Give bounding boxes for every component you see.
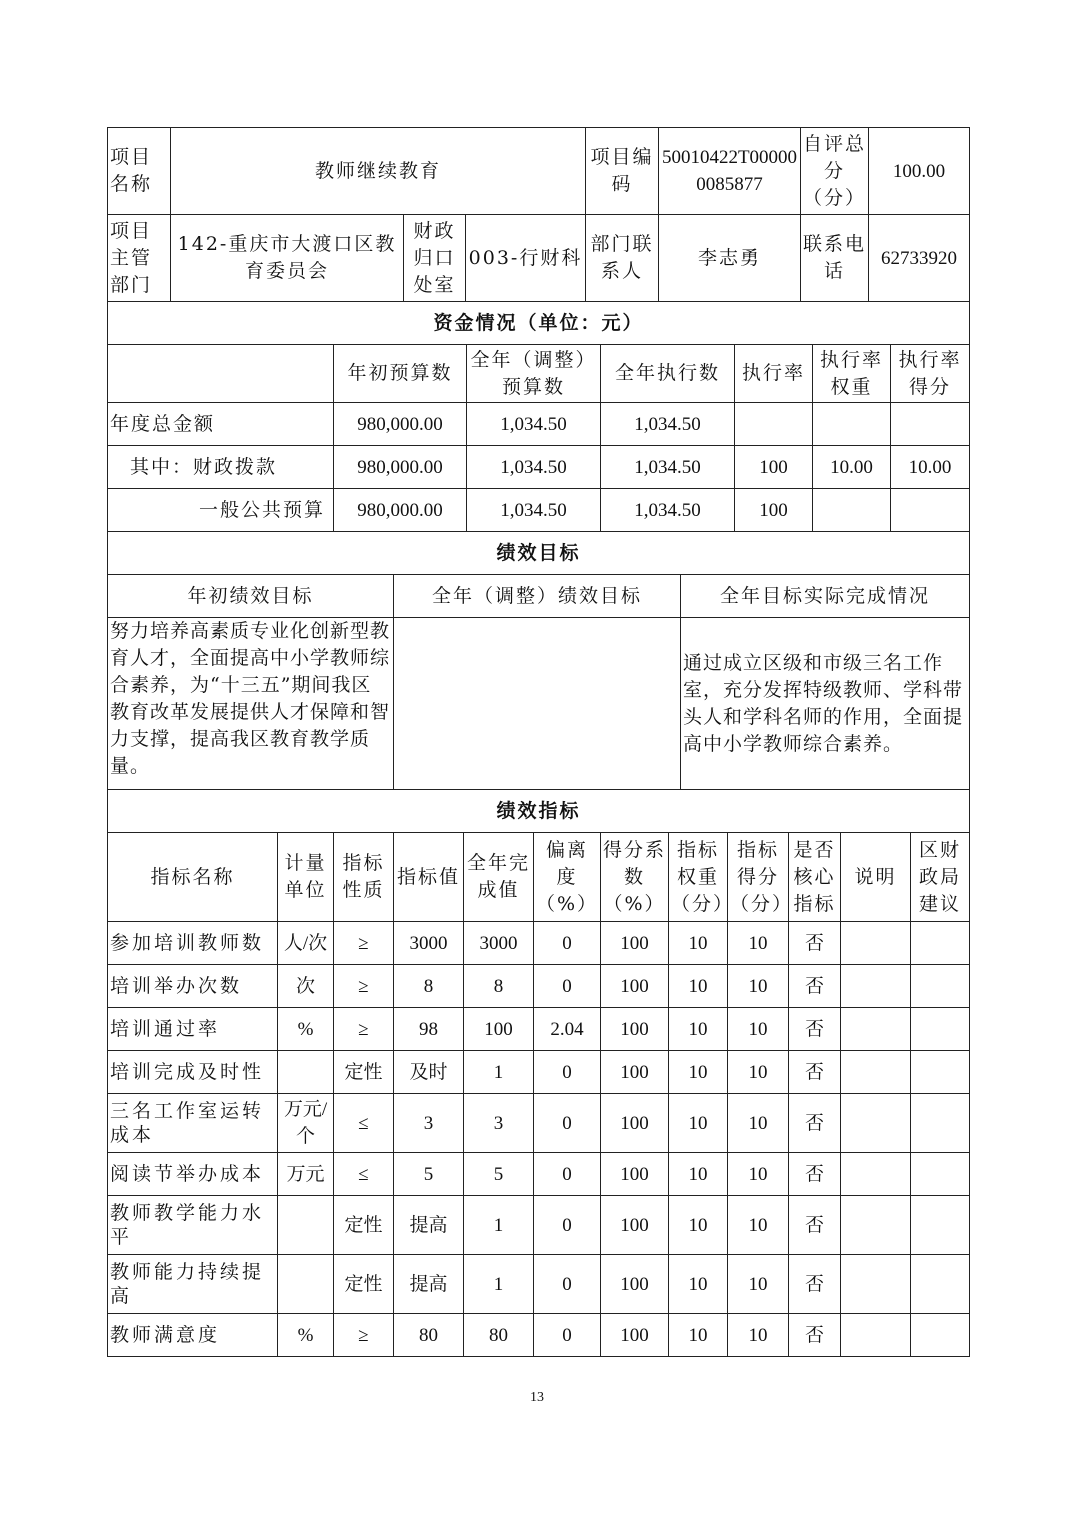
indicator-row-cell bbox=[911, 1314, 970, 1357]
funds-header-row-cell: 全年执行数 bbox=[601, 345, 735, 403]
indicator-row-cell: 5 bbox=[464, 1153, 534, 1196]
indicator-row-cell: 100 bbox=[601, 1255, 669, 1314]
funds-row-cell: 一般公共预算 bbox=[108, 489, 334, 532]
indicator-row-cell: 否 bbox=[789, 1051, 841, 1094]
indicator-header-row-cell: 指标值 bbox=[394, 833, 464, 922]
indicator-row-cell: 1 bbox=[464, 1255, 534, 1314]
funds-row-cell bbox=[813, 403, 891, 446]
funds-row-cell: 10.00 bbox=[891, 446, 970, 489]
indicator-row-cell: 1 bbox=[464, 1196, 534, 1255]
indicator-row-cell: 定性 bbox=[334, 1196, 394, 1255]
funds-row-cell: 100 bbox=[735, 489, 813, 532]
indicator-row-cell: 10 bbox=[669, 1255, 728, 1314]
indicator-row-cell bbox=[841, 1094, 911, 1153]
indicator-row-cell: 培训举办次数 bbox=[108, 965, 278, 1008]
indicator-row-cell bbox=[841, 1255, 911, 1314]
indicator-row-cell: 0 bbox=[534, 1051, 601, 1094]
indicator-header-row-cell: 指标得分（分） bbox=[728, 833, 789, 922]
indicator-row-cell bbox=[278, 1051, 334, 1094]
office-label: 财政归口处室 bbox=[404, 215, 466, 302]
indicator-row bbox=[108, 1255, 970, 1314]
indicator-row-cell: 否 bbox=[789, 1255, 841, 1314]
indicator-row-cell: 3 bbox=[464, 1094, 534, 1153]
indicator-row-cell bbox=[841, 1008, 911, 1051]
indicator-row bbox=[108, 1153, 970, 1196]
indicator-header-row-cell: 计量单位 bbox=[278, 833, 334, 922]
funds-row-cell: 1,034.50 bbox=[601, 489, 735, 532]
indicator-row-cell: % bbox=[278, 1008, 334, 1051]
indicator-row-cell: 3000 bbox=[394, 922, 464, 965]
indicator-row-cell: 10 bbox=[669, 1314, 728, 1357]
indicator-row-cell: 10 bbox=[728, 965, 789, 1008]
indicator-row-cell: 100 bbox=[601, 1094, 669, 1153]
actual-completion: 通过成立区级和市级三名工作室，充分发挥特级教师、学科带头人和学科名师的作用，全面提高中小学教师综合素养。 bbox=[681, 618, 970, 790]
funds-row-cell: 980,000.00 bbox=[334, 489, 467, 532]
indicator-row-cell: 10 bbox=[669, 965, 728, 1008]
indicator-row-cell: 10 bbox=[669, 1153, 728, 1196]
indicator-row-cell: 0 bbox=[534, 1255, 601, 1314]
indicator-row-cell: 提高 bbox=[394, 1255, 464, 1314]
funds-row-cell: 1,034.50 bbox=[467, 489, 601, 532]
funds-row-cell: 1,034.50 bbox=[467, 403, 601, 446]
funds-row-cell bbox=[735, 403, 813, 446]
indicator-row-cell: 10 bbox=[728, 1314, 789, 1357]
indicator-row-cell: 次 bbox=[278, 965, 334, 1008]
project-code: 50010422T000000085877 bbox=[659, 128, 801, 215]
indicator-row-cell: 0 bbox=[534, 1153, 601, 1196]
indicator-row-cell: 10 bbox=[669, 1094, 728, 1153]
indicator-row-cell: 8 bbox=[464, 965, 534, 1008]
indicator-row-cell: 阅读节举办成本 bbox=[108, 1153, 278, 1196]
indicator-row-cell: 10 bbox=[728, 1196, 789, 1255]
indicator-row-cell: 100 bbox=[601, 1314, 669, 1357]
project-info-table bbox=[107, 127, 970, 345]
funds-table bbox=[107, 344, 970, 532]
indicator-row-cell: 10 bbox=[728, 1255, 789, 1314]
funds-row-cell: 100 bbox=[735, 446, 813, 489]
funds-row-cell bbox=[891, 403, 970, 446]
indicator-row-cell: 0 bbox=[534, 965, 601, 1008]
indicator-row-cell bbox=[911, 1094, 970, 1153]
project-code-label: 项目编码 bbox=[586, 128, 659, 215]
indicator-row-cell: 100 bbox=[464, 1008, 534, 1051]
indicator-row bbox=[108, 1196, 970, 1255]
indicator-row-cell: ≤ bbox=[334, 1094, 394, 1153]
indicator-row-cell: 0 bbox=[534, 1094, 601, 1153]
indicators-table bbox=[107, 832, 970, 1357]
indicator-row-cell: 培训完成及时性 bbox=[108, 1051, 278, 1094]
indicator-header-row-cell: 说明 bbox=[841, 833, 911, 922]
indicator-row-cell: 否 bbox=[789, 1008, 841, 1051]
indicator-row-cell: 10 bbox=[669, 1008, 728, 1051]
funds-row-cell: 1,034.50 bbox=[601, 403, 735, 446]
indicator-row-cell: 10 bbox=[669, 922, 728, 965]
indicator-row-cell: 否 bbox=[789, 1314, 841, 1357]
indicator-row-cell bbox=[911, 1255, 970, 1314]
indicator-row-cell bbox=[911, 1153, 970, 1196]
indicator-row-cell: 100 bbox=[601, 922, 669, 965]
indicator-row-cell: 教师满意度 bbox=[108, 1314, 278, 1357]
indicator-row-cell: 5 bbox=[394, 1153, 464, 1196]
indicator-header-row-cell: 是否核心指标 bbox=[789, 833, 841, 922]
funds-header-row bbox=[108, 345, 970, 403]
funds-header-row-cell: 执行率得分 bbox=[891, 345, 970, 403]
indicator-header-row-cell: 指标名称 bbox=[108, 833, 278, 922]
goal-header: 全年目标实际完成情况 bbox=[681, 575, 970, 618]
funds-row-cell: 1,034.50 bbox=[467, 446, 601, 489]
indicator-row bbox=[108, 1314, 970, 1357]
indicator-row-cell: 0 bbox=[534, 1196, 601, 1255]
indicator-row-cell bbox=[841, 1153, 911, 1196]
indicator-row-cell: 98 bbox=[394, 1008, 464, 1051]
funds-section-title: 资金情况（单位：元） bbox=[108, 302, 970, 345]
indicator-row bbox=[108, 922, 970, 965]
indicator-row-cell: 否 bbox=[789, 922, 841, 965]
contact-value: 李志勇 bbox=[659, 215, 801, 302]
adjusted-goal bbox=[394, 618, 681, 790]
evaluation-form bbox=[107, 128, 969, 1357]
indicator-row-cell: ≥ bbox=[334, 1008, 394, 1051]
phone-value: 62733920 bbox=[869, 215, 970, 302]
indicator-row-cell: 0 bbox=[534, 1314, 601, 1357]
goal-header: 年初绩效目标 bbox=[108, 575, 394, 618]
funds-header-row-cell: 年初预算数 bbox=[334, 345, 467, 403]
indicator-row-cell: 10 bbox=[728, 922, 789, 965]
indicator-row-cell bbox=[911, 1051, 970, 1094]
indicator-row-cell: 万元 bbox=[278, 1153, 334, 1196]
funds-row-cell bbox=[891, 489, 970, 532]
indicator-row-cell bbox=[841, 1314, 911, 1357]
indicator-row-cell: 100 bbox=[601, 1008, 669, 1051]
indicator-row-cell: 80 bbox=[394, 1314, 464, 1357]
indicators-section-title: 绩效指标 bbox=[108, 790, 970, 833]
indicator-row-cell: 参加培训教师数 bbox=[108, 922, 278, 965]
indicator-row-cell: 10 bbox=[728, 1153, 789, 1196]
initial-goal: 努力培养高素质专业化创新型教育人才，全面提高中小学教师综合素养，为“十三五”期间我区教育改革发展提供人才保障和智力支撑，提高我区教育教学质量。 bbox=[108, 618, 394, 790]
indicator-row-cell: 三名工作室运转成本 bbox=[108, 1094, 278, 1153]
indicator-row-cell bbox=[911, 1196, 970, 1255]
indicator-row bbox=[108, 1008, 970, 1051]
funds-row-cell bbox=[813, 489, 891, 532]
office-value: 003-行财科 bbox=[466, 215, 586, 302]
indicator-header-row-cell: 偏离度（%） bbox=[534, 833, 601, 922]
indicator-row-cell bbox=[278, 1255, 334, 1314]
funds-row-cell: 1,034.50 bbox=[601, 446, 735, 489]
indicator-row-cell: 10 bbox=[728, 1094, 789, 1153]
indicator-row-cell: 100 bbox=[601, 1196, 669, 1255]
funds-row bbox=[108, 403, 970, 446]
page-number: 13 bbox=[530, 1390, 544, 1405]
funds-row bbox=[108, 489, 970, 532]
indicator-row bbox=[108, 965, 970, 1008]
indicator-row-cell: 100 bbox=[601, 1153, 669, 1196]
indicator-header-row-cell: 指标权重（分） bbox=[669, 833, 728, 922]
indicator-row-cell: 1 bbox=[464, 1051, 534, 1094]
indicator-row-cell bbox=[911, 965, 970, 1008]
indicator-header-row-cell: 得分系数（%） bbox=[601, 833, 669, 922]
indicator-row-cell: ≥ bbox=[334, 965, 394, 1008]
indicator-row-cell: 否 bbox=[789, 965, 841, 1008]
indicator-row-cell: 万元/个 bbox=[278, 1094, 334, 1153]
indicator-row-cell bbox=[841, 1196, 911, 1255]
indicator-row-cell: 否 bbox=[789, 1153, 841, 1196]
funds-header-row-cell: 全年（调整）预算数 bbox=[467, 345, 601, 403]
indicator-header-row-cell: 指标性质 bbox=[334, 833, 394, 922]
indicator-row-cell: 提高 bbox=[394, 1196, 464, 1255]
funds-row-cell: 其中：财政拨款 bbox=[108, 446, 334, 489]
indicator-row-cell bbox=[841, 922, 911, 965]
score-value: 100.00 bbox=[869, 128, 970, 215]
contact-label: 部门联系人 bbox=[586, 215, 659, 302]
indicator-row-cell: 2.04 bbox=[534, 1008, 601, 1051]
indicator-row bbox=[108, 1051, 970, 1094]
indicator-row-cell bbox=[841, 1051, 911, 1094]
indicator-row-cell: 人/次 bbox=[278, 922, 334, 965]
dept-value: 142-重庆市大渡口区教育委员会 bbox=[171, 215, 404, 302]
indicator-row-cell: 否 bbox=[789, 1094, 841, 1153]
indicator-row-cell: 10 bbox=[728, 1051, 789, 1094]
project-name: 教师继续教育 bbox=[171, 128, 586, 215]
indicator-row-cell: 10 bbox=[669, 1196, 728, 1255]
indicator-row-cell: 教师教学能力水平 bbox=[108, 1196, 278, 1255]
goals-table bbox=[107, 531, 970, 833]
funds-row-cell: 10.00 bbox=[813, 446, 891, 489]
indicator-row-cell: 3000 bbox=[464, 922, 534, 965]
indicator-row-cell bbox=[278, 1196, 334, 1255]
indicator-row-cell: 10 bbox=[669, 1051, 728, 1094]
indicator-row-cell: 及时 bbox=[394, 1051, 464, 1094]
funds-header-row-cell: 执行率 bbox=[735, 345, 813, 403]
indicator-row-cell: 否 bbox=[789, 1196, 841, 1255]
indicator-row-cell: 定性 bbox=[334, 1051, 394, 1094]
indicator-row-cell: 80 bbox=[464, 1314, 534, 1357]
score-label: 自评总分（分） bbox=[801, 128, 869, 215]
indicator-row-cell: 培训通过率 bbox=[108, 1008, 278, 1051]
indicator-header-row-cell: 全年完成值 bbox=[464, 833, 534, 922]
funds-header-row-cell bbox=[108, 345, 334, 403]
funds-row-cell: 980,000.00 bbox=[334, 446, 467, 489]
goals-section-title: 绩效目标 bbox=[108, 532, 970, 575]
goal-header: 全年（调整）绩效目标 bbox=[394, 575, 681, 618]
dept-label: 项目主管部门 bbox=[108, 215, 171, 302]
indicator-row-cell: % bbox=[278, 1314, 334, 1357]
indicator-row-cell: ≥ bbox=[334, 922, 394, 965]
indicator-row-cell bbox=[841, 965, 911, 1008]
indicator-row-cell: 8 bbox=[394, 965, 464, 1008]
phone-label: 联系电话 bbox=[801, 215, 869, 302]
indicator-row-cell: ≤ bbox=[334, 1153, 394, 1196]
funds-row-cell: 年度总金额 bbox=[108, 403, 334, 446]
funds-row bbox=[108, 446, 970, 489]
indicator-header-row-cell: 区财政局建议 bbox=[911, 833, 970, 922]
indicator-row-cell: 10 bbox=[728, 1008, 789, 1051]
indicator-row-cell: 100 bbox=[601, 1051, 669, 1094]
indicator-row-cell bbox=[911, 922, 970, 965]
indicator-header-row bbox=[108, 833, 970, 922]
indicator-row-cell: 教师能力持续提高 bbox=[108, 1255, 278, 1314]
indicator-row-cell: ≥ bbox=[334, 1314, 394, 1357]
project-name-label: 项目名称 bbox=[108, 128, 171, 215]
indicator-row bbox=[108, 1094, 970, 1153]
indicator-row-cell: 100 bbox=[601, 965, 669, 1008]
indicator-row-cell bbox=[911, 1008, 970, 1051]
indicator-row-cell: 0 bbox=[534, 922, 601, 965]
funds-row-cell: 980,000.00 bbox=[334, 403, 467, 446]
indicator-row-cell: 定性 bbox=[334, 1255, 394, 1314]
indicator-row-cell: 3 bbox=[394, 1094, 464, 1153]
funds-header-row-cell: 执行率权重 bbox=[813, 345, 891, 403]
